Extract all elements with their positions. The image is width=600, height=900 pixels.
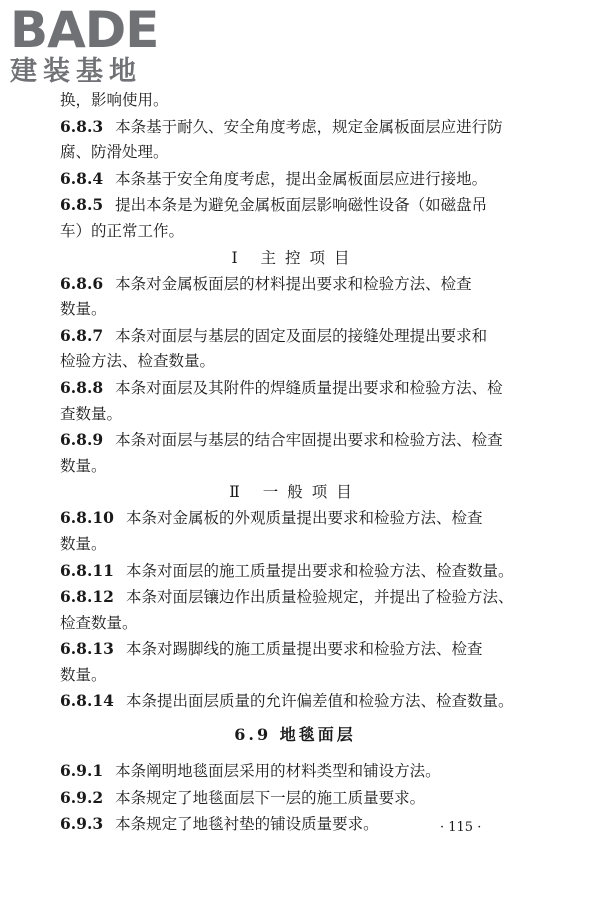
clause-number: 6.9.1 [60, 761, 104, 781]
page-body [60, 88, 530, 838]
clause-paragraph [60, 88, 530, 114]
clause-number: 6.8.8 [60, 377, 104, 397]
clause-paragraph [60, 558, 530, 585]
clause-paragraph [60, 688, 530, 715]
clause-text: 数量。 [60, 665, 107, 684]
clause-text: 本条规定了地毯面层下一层的施工质量要求。 [115, 788, 426, 807]
clause-text: 本条对面层镶边作出质量检验规定，并提出了检验方法、 [125, 588, 514, 607]
clause-paragraph [60, 636, 530, 688]
clause-text: 本条对面层及其附件的焊缝质量提出要求和检验方法、检 [115, 378, 503, 397]
clause-text: 本条对面层与基层的结合牢固提出要求和检验方法、检查 [115, 431, 503, 450]
section-heading: 6.9 地毯面层 [234, 725, 356, 745]
text-line [60, 584, 530, 611]
text-line [60, 688, 530, 715]
text-line [60, 785, 530, 812]
text-line [60, 349, 530, 375]
clause-text: 本条基于耐久、安全角度考虑，规定金属板面层应进行防 [115, 117, 503, 136]
text-line [60, 758, 530, 785]
clause-text: 检查数量。 [60, 613, 138, 632]
clause-text: 数量。 [60, 456, 107, 475]
clause-paragraph [60, 505, 530, 557]
clause-number: 6.9.2 [60, 787, 104, 807]
clause-text: 车）的正常工作。 [60, 221, 185, 240]
text-line [60, 663, 530, 689]
clause-paragraph [60, 427, 530, 479]
clause-text: 本条基于安全角度考虑，提出金属板面层应进行接地。 [115, 169, 488, 188]
clause-text: 换，影响使用。 [60, 91, 169, 109]
page-number: · 115 · [440, 820, 482, 835]
text-line [60, 532, 530, 558]
text-line [60, 271, 530, 298]
clause-number: 6.9.3 [60, 814, 104, 834]
watermark-logo [4, 2, 176, 92]
clause-number: 6.8.14 [60, 691, 114, 711]
clause-number: 6.8.4 [60, 168, 104, 188]
clause-paragraph [60, 375, 530, 427]
clause-number: 6.8.5 [60, 195, 104, 215]
clause-number: 6.8.9 [60, 430, 104, 450]
text-line [60, 166, 530, 193]
clause-paragraph [60, 166, 530, 193]
clause-text: 本条对面层的施工质量提出要求和检验方法、检查数量。 [125, 561, 514, 580]
clause-text: 本条提出面层质量的允许偏差值和检验方法、检查数量。 [125, 692, 514, 711]
clause-text: 数量。 [60, 300, 107, 319]
text-line [60, 114, 530, 141]
clause-text: 数量。 [60, 534, 107, 553]
clause-paragraph [60, 323, 530, 375]
text-line [60, 558, 530, 585]
clause-number: 6.8.13 [60, 639, 114, 659]
clause-paragraph [60, 271, 530, 323]
clause-number: 6.8.10 [60, 508, 114, 528]
clause-text: 检验方法、检查数量。 [60, 352, 216, 371]
clause-text: 查数量。 [60, 404, 123, 423]
text-line [60, 402, 530, 428]
text-line [60, 323, 530, 350]
text-line [60, 505, 530, 532]
text-line [60, 219, 530, 245]
text-line [60, 192, 530, 219]
text-line [60, 297, 530, 323]
clause-number: 6.8.7 [60, 325, 104, 345]
clause-text: 本条对金属板面层的材料提出要求和检验方法、检查 [115, 274, 472, 293]
clause-text: 本条对金属板的外观质量提出要求和检验方法、检查 [125, 509, 483, 528]
clause-number: 6.8.11 [60, 560, 114, 580]
clause-paragraph [60, 114, 530, 166]
text-line [60, 88, 530, 114]
clause-text: 提出本条是为避免金属板面层影响磁性设备（如磁盘吊 [115, 196, 488, 215]
clause-paragraph [60, 192, 530, 244]
text-line [60, 140, 530, 166]
text-line [60, 375, 530, 402]
clause-paragraph [60, 584, 530, 636]
text-line [60, 454, 530, 480]
logo-wordmark: BADE [10, 1, 159, 59]
subsection-heading: Ⅰ 主控项目 [231, 248, 359, 267]
clause-paragraph [60, 785, 530, 812]
clause-number: 6.8.6 [60, 273, 104, 293]
clause-number: 6.8.3 [60, 116, 104, 136]
text-line [60, 611, 530, 637]
clause-text: 本条对面层与基层的固定及面层的接缝处理提出要求和 [115, 326, 488, 345]
clause-text: 本条对踢脚线的施工质量提出要求和检验方法、检查 [125, 640, 483, 659]
clause-paragraph [60, 758, 530, 785]
text-line [60, 636, 530, 663]
logo-subtitle: 建装基地 [10, 56, 142, 87]
text-line [60, 427, 530, 454]
clause-text: 本条阐明地毯面层采用的材料类型和铺设方法。 [115, 762, 441, 781]
subsection-heading: Ⅱ 一般项目 [229, 483, 361, 502]
clause-text: 腐、防滑处理。 [60, 143, 169, 162]
clause-number: 6.8.12 [60, 587, 114, 607]
clause-text: 本条规定了地毯衬垫的铺设质量要求。 [115, 815, 379, 834]
